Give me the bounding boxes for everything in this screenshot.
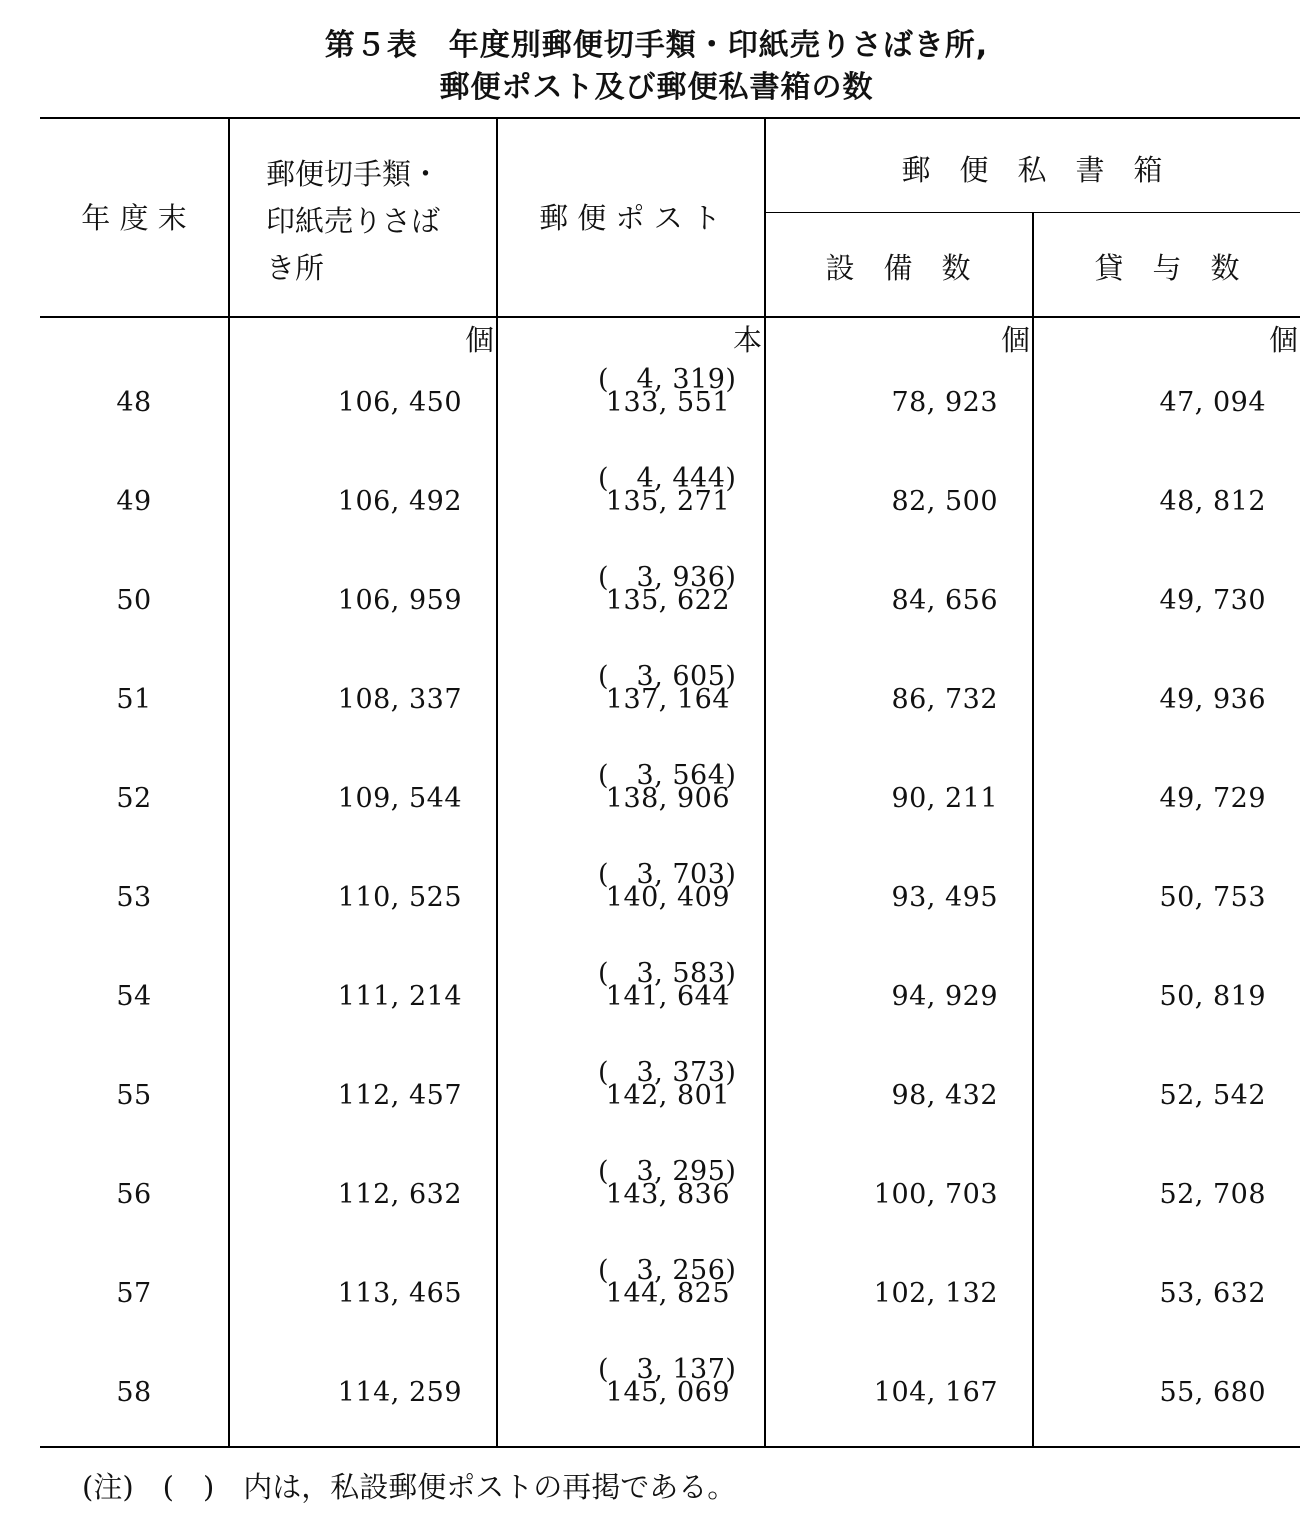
cell-lent: 47, 094 (1159, 387, 1266, 418)
cell-year: 49 (116, 486, 152, 517)
cell-year: 54 (116, 981, 152, 1012)
cell-shops: 111, 214 (337, 981, 462, 1012)
header-posts: 郵 便 ポ ス ト (539, 201, 721, 235)
cell-year: 55 (116, 1080, 152, 1111)
cell-year: 57 (116, 1278, 152, 1309)
cell-shops: 113, 465 (337, 1278, 462, 1309)
cell-equipped: 104, 167 (873, 1377, 998, 1408)
unit-shops: 個 (464, 323, 494, 357)
cell-equipped: 100, 703 (873, 1179, 998, 1210)
cell-private-posts: ( 4, 444) (598, 463, 737, 494)
cell-lent: 50, 819 (1159, 981, 1266, 1012)
header-pobox: 郵 便 私 書 箱 (901, 153, 1163, 187)
cell-private-posts: ( 3, 583) (598, 958, 737, 989)
footnote: (注) ( ) 内は，私設郵便ポストの再掲である。 (82, 1470, 737, 1504)
cell-shops: 106, 959 (337, 585, 462, 616)
cell-year: 52 (116, 783, 152, 814)
table-row (0, 654, 1313, 754)
cell-lent: 52, 542 (1159, 1080, 1266, 1111)
table-row (0, 357, 1313, 457)
cell-posts: 141, 644 (605, 981, 730, 1012)
cell-year: 53 (116, 882, 152, 913)
cell-equipped: 98, 432 (891, 1080, 998, 1111)
cell-lent: 49, 729 (1159, 783, 1266, 814)
cell-equipped: 86, 732 (891, 684, 998, 715)
cell-posts: 145, 069 (605, 1377, 730, 1408)
cell-posts: 137, 164 (605, 684, 730, 715)
table-row (0, 456, 1313, 556)
cell-equipped: 90, 211 (891, 783, 998, 814)
cell-lent: 52, 708 (1159, 1179, 1266, 1210)
cell-equipped: 93, 495 (891, 882, 998, 913)
cell-equipped: 78, 923 (891, 387, 998, 418)
header-pobox-equipped: 設 備 数 (825, 251, 971, 285)
cell-lent: 53, 632 (1159, 1278, 1266, 1309)
cell-private-posts: ( 3, 256) (598, 1255, 737, 1286)
unit-posts: 本 (732, 323, 762, 357)
header-shops-line-3: き所 (266, 251, 325, 285)
cell-posts: 140, 409 (605, 882, 730, 913)
cell-shops: 109, 544 (337, 783, 462, 814)
cell-private-posts: ( 3, 137) (598, 1354, 737, 1385)
cell-shops: 108, 337 (337, 684, 462, 715)
cell-private-posts: ( 3, 703) (598, 859, 737, 890)
cell-private-posts: ( 3, 373) (598, 1057, 737, 1088)
cell-shops: 110, 525 (337, 882, 462, 913)
cell-shops: 106, 450 (337, 387, 462, 418)
table-row (0, 1050, 1313, 1150)
header-shops-line-2: 印紙売りさば (266, 204, 441, 238)
cell-lent: 55, 680 (1159, 1377, 1266, 1408)
cell-posts: 133, 551 (605, 387, 730, 418)
table-row (0, 555, 1313, 655)
header-pobox-lent: 貸 与 数 (1094, 251, 1240, 285)
cell-private-posts: ( 3, 605) (598, 661, 737, 692)
cell-posts: 144, 825 (605, 1278, 730, 1309)
header-shops-line-1: 郵便切手類・ (266, 157, 441, 191)
cell-lent: 49, 730 (1159, 585, 1266, 616)
table-row (0, 852, 1313, 952)
cell-equipped: 94, 929 (891, 981, 998, 1012)
cell-year: 56 (116, 1179, 152, 1210)
title-line-1: 第５表 年度別郵便切手類・印紙売りさばき所, (324, 28, 989, 63)
header-year: 年 度 末 (81, 201, 187, 235)
table-row (0, 1248, 1313, 1348)
cell-posts: 138, 906 (605, 783, 730, 814)
cell-lent: 49, 936 (1159, 684, 1266, 715)
cell-posts: 143, 836 (605, 1179, 730, 1210)
cell-equipped: 82, 500 (891, 486, 998, 517)
cell-private-posts: ( 3, 564) (598, 760, 737, 791)
cell-posts: 135, 271 (605, 486, 730, 517)
table-row (0, 753, 1313, 853)
cell-year: 51 (116, 684, 152, 715)
cell-lent: 48, 812 (1159, 486, 1266, 517)
table-row (0, 951, 1313, 1051)
table-row (0, 1347, 1313, 1447)
cell-year: 50 (116, 585, 152, 616)
cell-private-posts: ( 3, 936) (598, 562, 737, 593)
cell-shops: 114, 259 (337, 1377, 462, 1408)
cell-posts: 142, 801 (605, 1080, 730, 1111)
title-line-2: 郵便ポスト及び郵便私書箱の数 (439, 70, 874, 105)
cell-year: 48 (116, 387, 152, 418)
cell-lent: 50, 753 (1159, 882, 1266, 913)
unit-equipped: 個 (1000, 323, 1030, 357)
cell-equipped: 84, 656 (891, 585, 998, 616)
cell-private-posts: ( 4, 319) (598, 364, 737, 395)
table-row (0, 1149, 1313, 1249)
cell-year: 58 (116, 1377, 152, 1408)
unit-lent: 個 (1268, 323, 1298, 357)
cell-posts: 135, 622 (605, 585, 730, 616)
cell-shops: 112, 632 (337, 1179, 462, 1210)
cell-shops: 106, 492 (337, 486, 462, 517)
cell-equipped: 102, 132 (873, 1278, 998, 1309)
cell-shops: 112, 457 (337, 1080, 462, 1111)
cell-private-posts: ( 3, 295) (598, 1156, 737, 1187)
